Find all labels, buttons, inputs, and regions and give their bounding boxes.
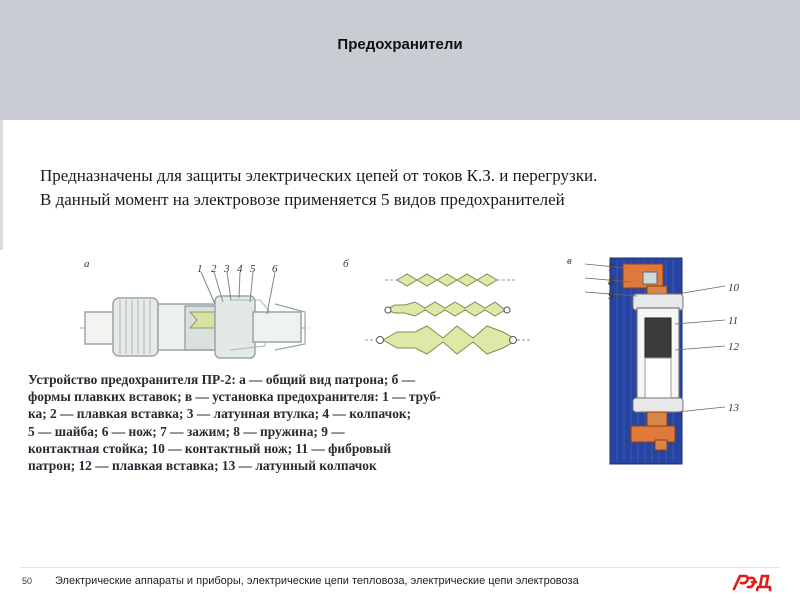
intro-line-2: В данный момент на электровозе применяется 5 видов предохранителей	[40, 190, 565, 209]
part-label-2: 2	[211, 263, 217, 275]
view-label-a: а	[84, 258, 90, 270]
part-label-5: 5	[250, 263, 256, 275]
part-label-12: 12	[728, 341, 739, 353]
caption-line-1: Устройство предохранителя ПР-2: а — общий вид патрона; б —	[28, 372, 416, 387]
header-band	[0, 0, 800, 120]
fuse-installation-drawing	[585, 258, 725, 464]
part-label-4: 4	[237, 263, 243, 275]
slide-title: Предохранители	[337, 36, 463, 53]
part-label-10: 10	[728, 282, 739, 294]
footer-text: Электрические аппараты и приборы, электрические цепи тепловоза, электрические цепи электровоза	[55, 575, 579, 587]
caption-line-2: формы плавких вставок; в — установка предохранителя: 1 — труб-	[28, 389, 441, 405]
rzd-logo-icon	[730, 571, 774, 593]
view-label-b: б	[343, 258, 349, 270]
caption-line-5: контактная стойка; 10 — контактный нож; 11 — фибровый	[28, 440, 392, 456]
caption-line-6: патрон; 12 — плавкая вставка; 13 — латунный колпачок	[28, 458, 377, 474]
caption-line-3: ка; 2 — плавкая вставка; 3 — латунная втулка; 4 — колпачок;	[28, 406, 412, 422]
intro-text	[40, 164, 780, 212]
figure-caption	[28, 371, 603, 474]
caption-line-4: 5 — шайба; 6 — нож; 7 — зажим; 8 — пружина; 9 —	[28, 423, 345, 439]
part-label-13: 13	[728, 402, 739, 414]
fusible-inserts-drawing	[365, 274, 530, 354]
page-number: 50	[22, 576, 33, 586]
view-label-v: в	[567, 255, 572, 267]
fuse-cartridge-drawing	[80, 272, 310, 358]
footer-divider	[20, 567, 780, 568]
part-label-11: 11	[728, 315, 739, 327]
part-label-6: 6	[272, 263, 278, 275]
part-label-8: 8	[608, 276, 614, 288]
part-label-3: 3	[224, 263, 230, 275]
part-label-7: 7	[608, 262, 614, 274]
part-label-9: 9	[608, 290, 614, 302]
left-accent-bar	[0, 120, 3, 250]
intro-line-1: Предназначены для защиты электрических цепей от токов К.З. и перегрузки.	[40, 166, 598, 185]
part-label-1: 1	[197, 263, 203, 275]
